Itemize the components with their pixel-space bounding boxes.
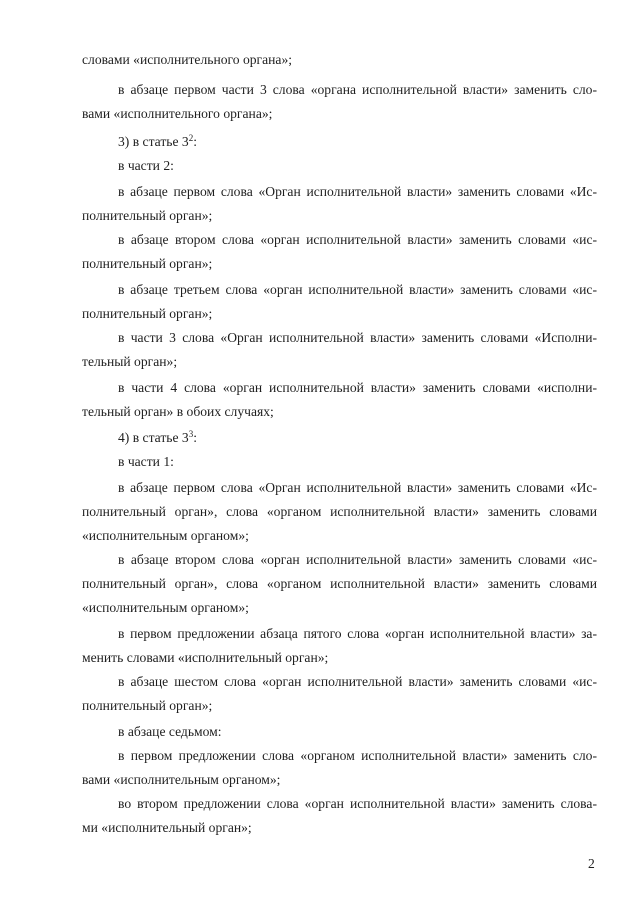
text-line: в первом предложении абзаца пятого слова «орган исполнительной власти» за- [118,626,597,641]
text-line: вами «исполнительным органом»; [82,772,281,787]
text-fragment: : [193,134,198,149]
text-line: полнительный орган»; [82,306,213,321]
text-line: тельный орган» в обоих случаях; [82,404,274,419]
text-line: ми «исполнительный орган»; [82,820,252,835]
text-line: вами «исполнительного органа»; [82,106,273,121]
article-heading [118,134,597,150]
text-line: полнительный орган»; [82,256,213,271]
text-line: полнительный орган»; [82,698,213,713]
text-line: в абзаце седьмом: [118,724,222,739]
text-line: менить словами «исполнительный орган»; [82,650,329,665]
page-number: 2 [588,856,595,871]
text-line: в абзаце первом слова «Орган исполнительной власти» заменить словами «Ис- [118,184,597,199]
text-line: в абзаце первом слова «Орган исполнительной власти» заменить словами «Ис- [118,480,597,495]
text-line: в абзаце втором слова «орган исполнительной власти» заменить словами «ис- [118,232,597,247]
text-line: в части 2: [118,158,174,173]
text-fragment: : [193,430,198,445]
text-line: «исполнительным органом»; [82,528,249,543]
text-line: в части 4 слова «орган исполнительной власти» заменить словами «исполни- [118,380,597,395]
text-line: в абзаце первом части 3 слова «органа исполнительной власти» заменить сло- [118,82,597,97]
text-line: «исполнительным органом»; [82,600,249,615]
text-line: в абзаце шестом слова «орган исполнительной власти» заменить словами «ис- [118,674,597,689]
superscript: 3 [188,429,194,439]
text-line: в абзаце третьем слова «орган исполнительной власти» заменить словами «ис- [118,282,597,297]
text-line: в части 3 слова «Орган исполнительной власти» заменить словами «Исполни- [118,330,597,345]
text-fragment: 4) в статье 3 [118,430,189,445]
text-line: полнительный орган», слова «органом исполнительной власти» заменить словами [82,576,597,591]
text-line: тельный орган»; [82,354,178,369]
text-line: в абзаце втором слова «орган исполнительной власти» заменить словами «ис- [118,552,597,567]
text-line: словами «исполнительного органа»; [82,52,293,67]
text-line: в части 1: [118,454,174,469]
text-fragment: 3) в статье 3 [118,134,189,149]
article-heading [118,430,597,446]
text-line: во втором предложении слова «орган исполнительной власти» заменить слова- [118,796,597,811]
superscript: 2 [188,133,194,143]
text-line: полнительный орган», слова «органом исполнительной власти» заменить словами [82,504,597,519]
text-line: полнительный орган»; [82,208,213,223]
text-line: в первом предложении слова «органом исполнительной власти» заменить сло- [118,748,597,763]
